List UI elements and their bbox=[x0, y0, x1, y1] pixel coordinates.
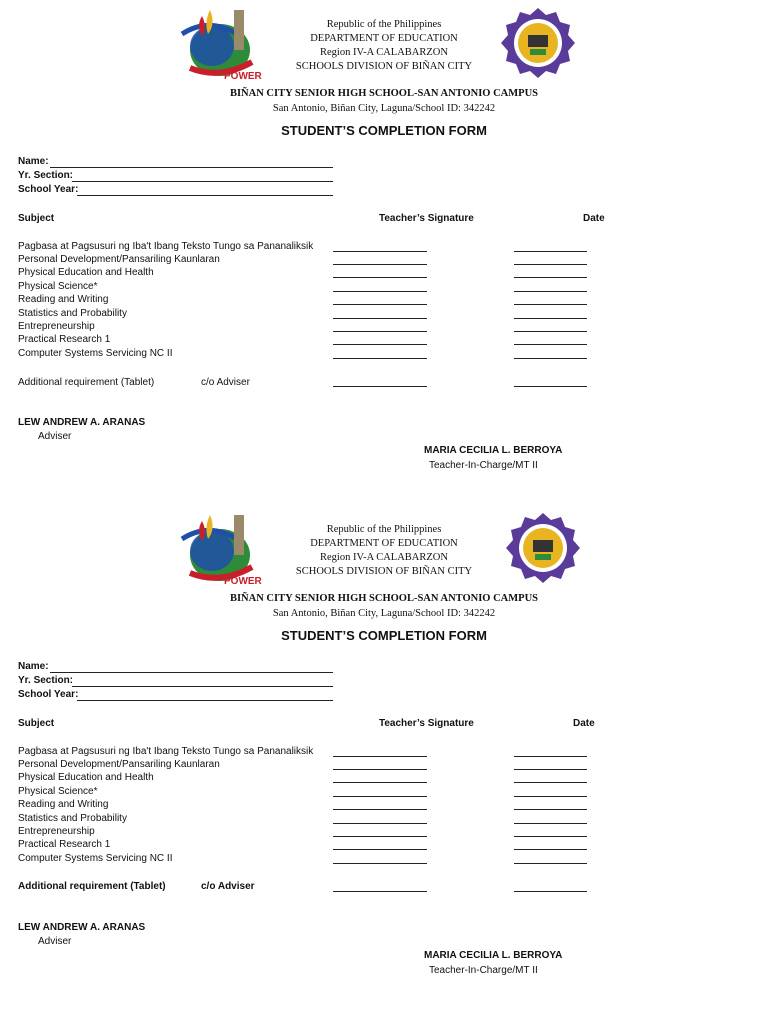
form-title: STUDENT’S COMPLETION FORM bbox=[281, 123, 487, 138]
subject-row: Statistics and Probability bbox=[18, 813, 127, 824]
signature-line[interactable] bbox=[333, 331, 427, 332]
date-header: Date bbox=[583, 213, 605, 224]
name-label: Name: bbox=[18, 156, 49, 167]
subject-row: Computer Systems Servicing NC II bbox=[18, 348, 173, 359]
date-line[interactable] bbox=[514, 277, 587, 278]
signature-line[interactable] bbox=[333, 769, 427, 770]
tic-name: MARIA CECILIA L. BERROYA bbox=[424, 445, 563, 456]
header-division: SCHOOLS DIVISION OF BIÑAN CITY bbox=[295, 61, 473, 72]
school-address: San Antonio, Biñan City, Laguna/School ID: 342242 bbox=[272, 103, 496, 114]
section-label: Yr. Section: bbox=[18, 675, 74, 686]
signature-line[interactable] bbox=[333, 756, 427, 757]
completion-form-1 bbox=[0, 0, 768, 505]
signature-line[interactable] bbox=[333, 796, 427, 797]
signature-line[interactable] bbox=[333, 251, 427, 252]
logo-text: POWER bbox=[224, 71, 262, 82]
date-header: Date bbox=[573, 718, 595, 729]
adviser-role: Adviser bbox=[38, 431, 72, 442]
subject-row: Entrepreneurship bbox=[18, 826, 95, 837]
date-line[interactable] bbox=[514, 849, 587, 850]
date-line[interactable] bbox=[514, 782, 587, 783]
signature-line[interactable] bbox=[333, 386, 427, 387]
subject-header: Subject bbox=[18, 718, 55, 729]
date-line[interactable] bbox=[514, 809, 587, 810]
signature-line[interactable] bbox=[333, 277, 427, 278]
signature-line[interactable] bbox=[333, 304, 427, 305]
care-of-adviser: c/o Adviser bbox=[201, 377, 250, 388]
header-division: SCHOOLS DIVISION OF BIÑAN CITY bbox=[295, 566, 473, 577]
signature-line[interactable] bbox=[333, 358, 427, 359]
date-line[interactable] bbox=[514, 291, 587, 292]
subject-row: Entrepreneurship bbox=[18, 321, 95, 332]
date-line[interactable] bbox=[514, 769, 587, 770]
signature-header: Teacher’s Signature bbox=[379, 718, 474, 729]
signature-line[interactable] bbox=[333, 344, 427, 345]
date-line[interactable] bbox=[514, 863, 587, 864]
subject-row: Reading and Writing bbox=[18, 294, 109, 305]
section-label: Yr. Section: bbox=[18, 170, 74, 181]
signature-line[interactable] bbox=[333, 836, 427, 837]
school-year-field[interactable] bbox=[77, 700, 333, 701]
date-line[interactable] bbox=[514, 358, 587, 359]
date-line[interactable] bbox=[514, 823, 587, 824]
subject-header: Subject bbox=[18, 213, 55, 224]
signature-line[interactable] bbox=[333, 291, 427, 292]
name-field[interactable] bbox=[50, 167, 333, 168]
header-region: Region IV-A CALABARZON bbox=[320, 552, 448, 563]
tic-name: MARIA CECILIA L. BERROYA bbox=[424, 950, 563, 961]
date-line[interactable] bbox=[514, 386, 587, 387]
logo-text: POWER bbox=[224, 576, 262, 587]
completion-form-2 bbox=[0, 505, 768, 1010]
signature-line[interactable] bbox=[333, 849, 427, 850]
subject-row: Statistics and Probability bbox=[18, 308, 127, 319]
care-of-adviser: c/o Adviser bbox=[201, 881, 255, 892]
date-line[interactable] bbox=[514, 251, 587, 252]
school-name: BIÑAN CITY SENIOR HIGH SCHOOL-SAN ANTONIO CAMPUS bbox=[229, 593, 539, 604]
header-deped: DEPARTMENT OF EDUCATION bbox=[310, 33, 458, 44]
school-name: BIÑAN CITY SENIOR HIGH SCHOOL-SAN ANTONIO CAMPUS bbox=[229, 88, 539, 99]
date-line[interactable] bbox=[514, 891, 587, 892]
subject-row: Physical Education and Health bbox=[18, 772, 154, 783]
school-year-field[interactable] bbox=[77, 195, 333, 196]
subject-row: Computer Systems Servicing NC II bbox=[18, 853, 173, 864]
name-field[interactable] bbox=[50, 672, 333, 673]
subject-row: Pagbasa at Pagsusuri ng Iba't Ibang Teksto Tungo sa Pananaliksik bbox=[18, 746, 314, 757]
header-deped: DEPARTMENT OF EDUCATION bbox=[310, 538, 458, 549]
name-label: Name: bbox=[18, 661, 49, 672]
subject-row: Reading and Writing bbox=[18, 799, 109, 810]
subject-row: Physical Science* bbox=[18, 281, 98, 292]
subject-row: Pagbasa at Pagsusuri ng Iba't Ibang Teksto Tungo sa Pananaliksik bbox=[18, 241, 314, 252]
signature-line[interactable] bbox=[333, 782, 427, 783]
date-line[interactable] bbox=[514, 264, 587, 265]
subject-row: Physical Science* bbox=[18, 786, 98, 797]
subject-row: Personal Development/Pansariling Kaunlaran bbox=[18, 254, 220, 265]
header-republic: Republic of the Philippines bbox=[326, 19, 442, 30]
header-republic: Republic of the Philippines bbox=[326, 524, 442, 535]
subject-row: Practical Research 1 bbox=[18, 334, 111, 345]
signature-line[interactable] bbox=[333, 264, 427, 265]
tic-role: Teacher-In-Charge/MT II bbox=[429, 460, 538, 471]
signature-line[interactable] bbox=[333, 891, 427, 892]
subject-row: Physical Education and Health bbox=[18, 267, 154, 278]
date-line[interactable] bbox=[514, 304, 587, 305]
date-line[interactable] bbox=[514, 318, 587, 319]
date-line[interactable] bbox=[514, 344, 587, 345]
date-line[interactable] bbox=[514, 836, 587, 837]
section-field[interactable] bbox=[72, 181, 333, 182]
signature-line[interactable] bbox=[333, 863, 427, 864]
date-line[interactable] bbox=[514, 331, 587, 332]
signature-header: Teacher’s Signature bbox=[379, 213, 474, 224]
date-line[interactable] bbox=[514, 756, 587, 757]
school-year-label: School Year: bbox=[18, 184, 79, 195]
form-title: STUDENT’S COMPLETION FORM bbox=[281, 628, 487, 643]
school-year-label: School Year: bbox=[18, 689, 79, 700]
adviser-name: LEW ANDREW A. ARANAS bbox=[18, 417, 146, 428]
adviser-name: LEW ANDREW A. ARANAS bbox=[18, 922, 146, 933]
subject-row: Personal Development/Pansariling Kaunlaran bbox=[18, 759, 220, 770]
school-address: San Antonio, Biñan City, Laguna/School ID: 342242 bbox=[272, 608, 496, 619]
additional-requirement: Additional requirement (Tablet) bbox=[18, 377, 155, 388]
section-field[interactable] bbox=[72, 686, 333, 687]
tic-role: Teacher-In-Charge/MT II bbox=[429, 965, 538, 976]
signature-line[interactable] bbox=[333, 809, 427, 810]
date-line[interactable] bbox=[514, 796, 587, 797]
subject-row: Practical Research 1 bbox=[18, 839, 111, 850]
adviser-role: Adviser bbox=[38, 936, 72, 947]
additional-requirement: Additional requirement (Tablet) bbox=[18, 881, 166, 892]
signature-line[interactable] bbox=[333, 823, 427, 824]
signature-line[interactable] bbox=[333, 318, 427, 319]
header-region: Region IV-A CALABARZON bbox=[320, 47, 448, 58]
